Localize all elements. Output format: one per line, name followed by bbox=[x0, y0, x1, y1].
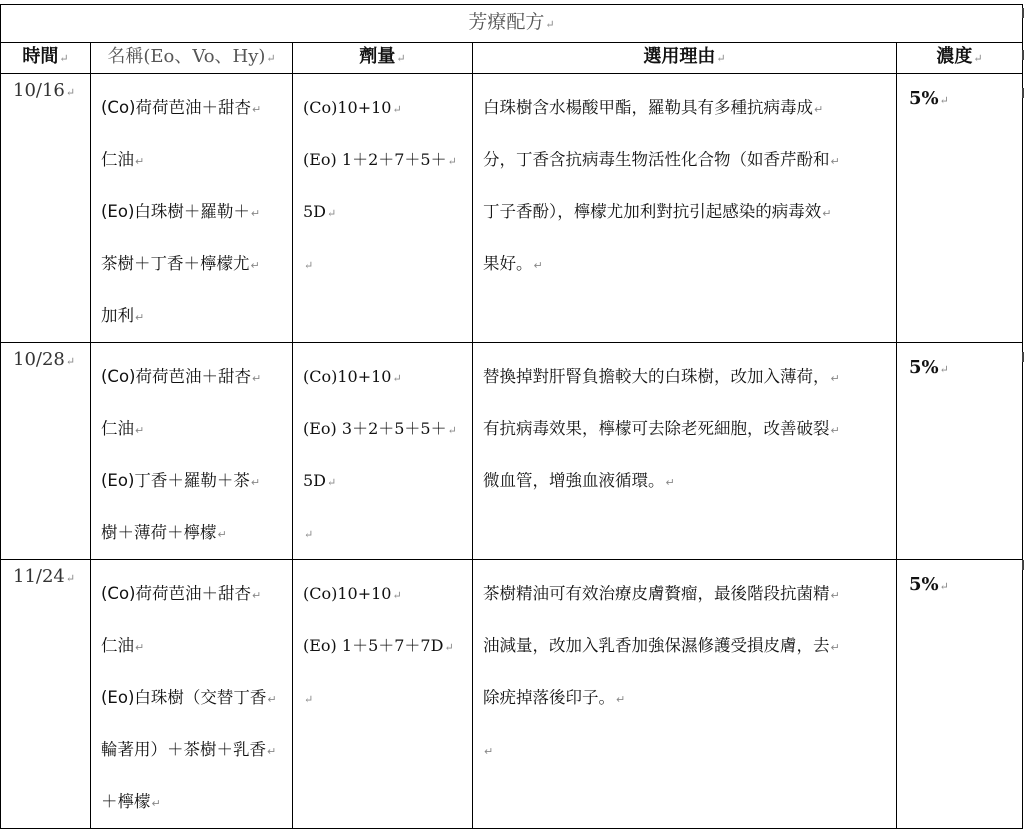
table-row bbox=[1, 74, 1023, 343]
dose-line: (Co)10+10↵ bbox=[303, 367, 402, 386]
table-title: 芳療配方 bbox=[468, 11, 545, 33]
paragraph-mark: ↵ bbox=[151, 797, 161, 810]
name-line: (Eo)白珠樹＋羅勒＋↵ bbox=[101, 202, 261, 221]
header-reason: 選用理由↵ bbox=[473, 43, 897, 74]
reason-line: 丁子香酚），檸檬尤加利對抗引起感染的病毒效↵ bbox=[483, 202, 832, 221]
paragraph-mark: ↵ bbox=[665, 476, 675, 489]
dose-line: (Co)10+10↵ bbox=[303, 584, 402, 603]
header-dose: 劑量↵ bbox=[293, 43, 473, 74]
paragraph-mark: ↵ bbox=[267, 693, 277, 706]
name-line: 樹＋薄荷＋檸檬↵ bbox=[101, 523, 227, 542]
paragraph-mark: ↵ bbox=[939, 94, 949, 107]
dose-line bbox=[303, 672, 472, 724]
paragraph-mark: ↵ bbox=[392, 372, 402, 385]
paragraph-mark: ↵ bbox=[135, 311, 145, 324]
name-line: 仁油↵ bbox=[101, 636, 145, 655]
paragraph-mark: ↵ bbox=[252, 103, 262, 116]
name-line: 仁油↵ bbox=[101, 150, 145, 169]
date-cell bbox=[1, 343, 91, 560]
paragraph-mark: ↵ bbox=[304, 259, 314, 272]
reason-line: 替換掉對肝腎負擔較大的白珠樹，改加入薄荷，↵ bbox=[483, 367, 840, 386]
reason-cell bbox=[473, 343, 897, 560]
paragraph-mark: ↵ bbox=[545, 18, 555, 31]
paragraph-mark: ↵ bbox=[444, 641, 454, 654]
date-cell bbox=[1, 74, 91, 343]
paragraph-mark: ↵ bbox=[327, 476, 337, 489]
paragraph-mark: ↵ bbox=[939, 363, 949, 376]
concentration-text: 5% bbox=[909, 357, 939, 378]
concentration-cell bbox=[897, 560, 1023, 829]
paragraph-mark: ↵ bbox=[447, 424, 457, 437]
paragraph-mark: ↵ bbox=[252, 372, 262, 385]
paragraph-mark: ↵ bbox=[939, 580, 949, 593]
paragraph-mark: ↵ bbox=[267, 745, 277, 758]
aromatherapy-recipe-table bbox=[0, 4, 1023, 829]
concentration-cell bbox=[897, 74, 1023, 343]
paragraph-mark: ↵ bbox=[822, 207, 832, 220]
paragraph-mark: ↵ bbox=[447, 155, 457, 168]
paragraph-mark: ↵ bbox=[250, 259, 260, 272]
date-text: 11/24 bbox=[13, 566, 65, 587]
paragraph-mark: ↵ bbox=[616, 693, 626, 706]
reason-line: 油減量，改加入乳香加強保濕修護受損皮膚，去↵ bbox=[483, 636, 840, 655]
reason-line: 微血管，增強血液循環。↵ bbox=[483, 471, 675, 490]
dose-line: 5D↵ bbox=[303, 202, 337, 221]
paragraph-mark: ↵ bbox=[217, 528, 227, 541]
name-line: 加利↵ bbox=[101, 306, 145, 325]
dose-line: 5D↵ bbox=[303, 471, 337, 490]
paragraph-mark: ↵ bbox=[830, 589, 840, 602]
reason-cell bbox=[473, 74, 897, 343]
reason-cell bbox=[473, 560, 897, 829]
dose-line bbox=[303, 507, 472, 559]
paragraph-mark: ↵ bbox=[304, 693, 314, 706]
paragraph-mark: ↵ bbox=[65, 572, 76, 585]
header-row bbox=[1, 43, 1023, 74]
paragraph-mark: ↵ bbox=[830, 641, 840, 654]
paragraph-mark: ↵ bbox=[135, 641, 145, 654]
name-line: (Co)荷荷芭油＋甜杏↵ bbox=[101, 98, 262, 117]
dose-line: (Co)10+10↵ bbox=[303, 98, 402, 117]
name-cell bbox=[91, 560, 293, 829]
dose-cell bbox=[293, 343, 473, 560]
table-body bbox=[1, 74, 1023, 829]
reason-line: 分，丁香含抗病毒生物活性化合物（如香芹酚和↵ bbox=[483, 150, 840, 169]
reason-line: 茶樹精油可有效治療皮膚贅瘤，最後階段抗菌精↵ bbox=[483, 584, 840, 603]
date-text: 10/28 bbox=[13, 349, 65, 370]
header-time: 時間↵ bbox=[1, 43, 91, 74]
name-cell bbox=[91, 74, 293, 343]
header-concentration: 濃度↵ bbox=[897, 43, 1023, 74]
paragraph-mark: ↵ bbox=[327, 207, 337, 220]
table-row bbox=[1, 343, 1023, 560]
name-line: (Co)荷荷芭油＋甜杏↵ bbox=[101, 584, 262, 603]
paragraph-mark: ↵ bbox=[65, 86, 76, 99]
dose-line: (Eo) 1＋5＋7＋7D↵ bbox=[303, 636, 454, 655]
right-margin-marks bbox=[1018, 0, 1024, 810]
date-cell bbox=[1, 560, 91, 829]
paragraph-mark: ↵ bbox=[830, 372, 840, 385]
paragraph-mark: ↵ bbox=[252, 589, 262, 602]
reason-line: 白珠樹含水楊酸甲酯，羅勒具有多種抗病毒成↵ bbox=[483, 98, 824, 117]
paragraph-mark: ↵ bbox=[533, 259, 543, 272]
paragraph-mark: ↵ bbox=[814, 103, 824, 116]
dose-line: (Eo) 1＋2＋7＋5＋↵ bbox=[303, 150, 457, 169]
paragraph-mark: ↵ bbox=[304, 528, 314, 541]
paragraph-mark: ↵ bbox=[135, 155, 145, 168]
title-row bbox=[1, 5, 1023, 43]
paragraph-mark: ↵ bbox=[830, 155, 840, 168]
paragraph-mark: ↵ bbox=[250, 476, 261, 489]
paragraph-mark: ↵ bbox=[135, 424, 145, 437]
reason-line: 果好。↵ bbox=[483, 254, 543, 273]
dose-line bbox=[303, 238, 472, 290]
paragraph-mark: ↵ bbox=[65, 355, 76, 368]
name-line: (Eo)白珠樹（交替丁香↵ bbox=[101, 688, 277, 707]
table-title-cell bbox=[1, 5, 1023, 43]
reason-line: 有抗病毒效果，檸檬可去除老死細胞，改善破裂↵ bbox=[483, 419, 840, 438]
reason-line: 除疣掉落後印子。↵ bbox=[483, 688, 626, 707]
dose-cell bbox=[293, 560, 473, 829]
name-line: ＋檸檬↵ bbox=[101, 792, 161, 811]
paragraph-mark: ↵ bbox=[484, 745, 494, 758]
name-line: (Co)荷荷芭油＋甜杏↵ bbox=[101, 367, 262, 386]
paragraph-mark: ↵ bbox=[392, 103, 402, 116]
date-text: 10/16 bbox=[13, 80, 65, 101]
reason-line bbox=[483, 724, 896, 776]
dose-line: (Eo) 3＋2＋5＋5＋↵ bbox=[303, 419, 457, 438]
header-name: 名稱(Eo、Vo、Hy)↵ bbox=[91, 43, 293, 74]
dose-cell bbox=[293, 74, 473, 343]
paragraph-mark: ↵ bbox=[830, 424, 840, 437]
name-line: 仁油↵ bbox=[101, 419, 145, 438]
concentration-text: 5% bbox=[909, 574, 939, 595]
name-line: 輪著用）＋茶樹＋乳香↵ bbox=[101, 740, 277, 759]
name-line: 茶樹＋丁香＋檸檬尤↵ bbox=[101, 254, 260, 273]
paragraph-mark: ↵ bbox=[392, 589, 402, 602]
concentration-cell bbox=[897, 343, 1023, 560]
concentration-text: 5% bbox=[909, 88, 939, 109]
table-row bbox=[1, 560, 1023, 829]
name-line: (Eo)丁香＋羅勒＋茶↵ bbox=[101, 471, 261, 490]
name-cell bbox=[91, 343, 293, 560]
paragraph-mark: ↵ bbox=[250, 207, 261, 220]
